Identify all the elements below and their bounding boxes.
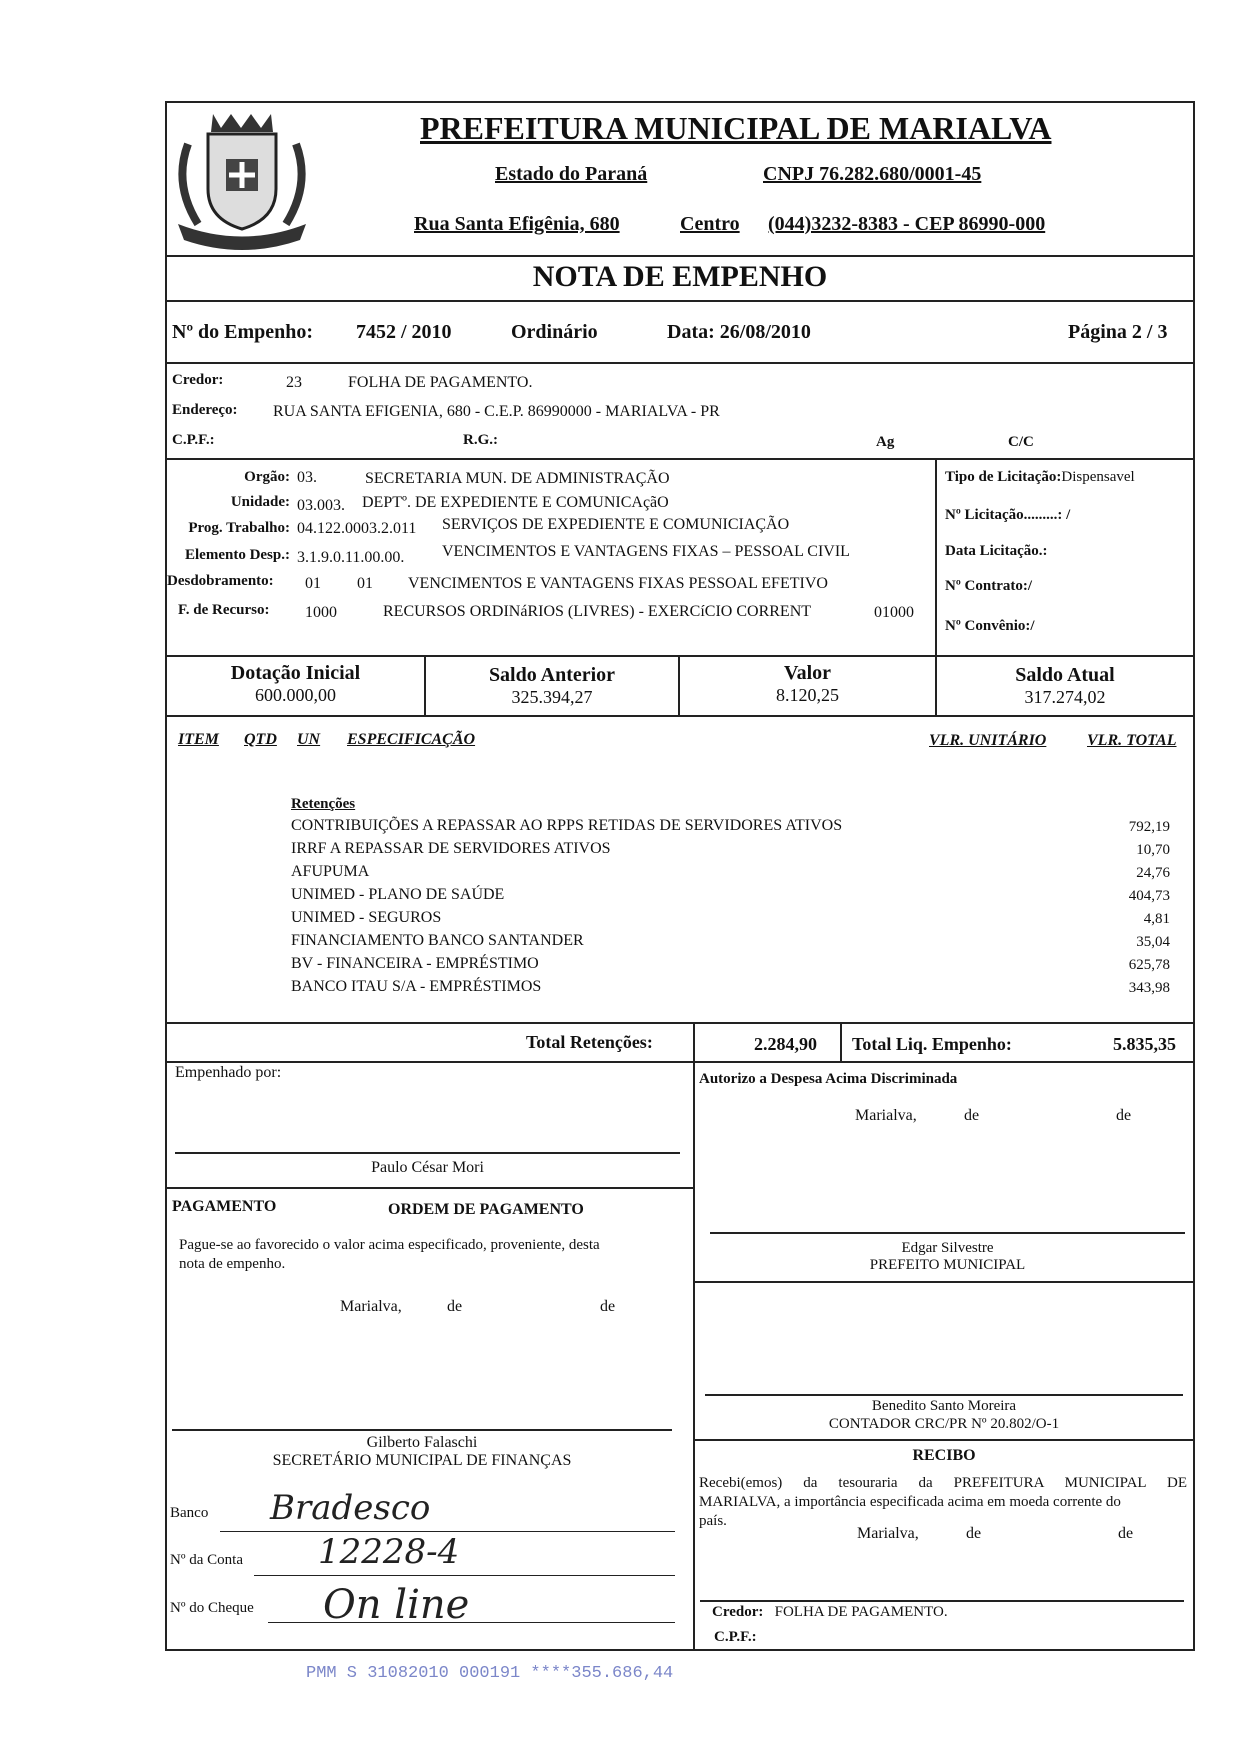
divider	[165, 715, 1195, 717]
recibo-credor-label: Credor:	[712, 1604, 764, 1620]
city-date: Marialva,	[340, 1298, 402, 1315]
ag-label: Ag	[876, 434, 895, 450]
convenio-number: Nº Convênio:/	[945, 618, 1035, 634]
recurso-code2: 01000	[874, 604, 914, 621]
retencao-value: 404,73	[1128, 888, 1170, 904]
city-date: Marialva,	[855, 1107, 917, 1124]
unidade-code: 03.003.	[297, 497, 345, 514]
recibo-text: Recebi(emos) da tesouraria da PREFEITURA MUNICIPAL DE	[699, 1475, 1187, 1491]
phone-cep-label: (044)3232-8383 - CEP 86990-000	[768, 213, 1046, 235]
saldo-anterior: Saldo Anterior 325.394,27	[488, 664, 616, 707]
credor-label: Credor:	[172, 372, 224, 388]
licitacao-number: Nº Licitação.........: /	[945, 507, 1071, 523]
desdob-desc: VENCIMENTOS E VANTAGENS FIXAS PESSOAL EFETIVO	[408, 575, 828, 592]
recurso-code: 1000	[305, 604, 337, 621]
retencao-value: 24,76	[1136, 865, 1170, 881]
retencao-value: 35,04	[1136, 934, 1170, 950]
credor-name: FOLHA DE PAGAMENTO.	[348, 374, 533, 391]
recibo-cpf-label: C.P.F.:	[714, 1629, 757, 1645]
elemento-label: Elemento Desp.:	[185, 547, 290, 563]
divider	[693, 1281, 1195, 1283]
document-title: NOTA DE EMPENHO	[532, 260, 828, 293]
retencao-desc: UNIMED - SEGUROS	[291, 909, 442, 926]
recibo-text: país.	[699, 1513, 727, 1529]
total-retencoes-value: 2.284,90	[754, 1034, 817, 1054]
signature-line	[172, 1429, 672, 1431]
page-indicator: Página 2 / 3	[1068, 321, 1168, 343]
bank-authentication-stamp: PMM S 31082010 000191 ****355.686,44	[306, 1664, 674, 1683]
divider	[165, 1061, 1195, 1063]
divider	[165, 458, 1195, 460]
desdob-label: Desdobramento:	[167, 573, 274, 589]
date-de: de	[600, 1298, 616, 1315]
elemento-desc: VENCIMENTOS E VANTAGENS FIXAS – PESSOAL CIVIL	[442, 543, 850, 560]
pagamento-title: PAGAMENTO	[172, 1198, 277, 1215]
empenhado-name: Paulo César Mori	[371, 1159, 484, 1176]
divider	[165, 1187, 694, 1189]
col-total-value: VLR. TOTAL	[1087, 732, 1177, 749]
retencao-desc: AFUPUMA	[291, 863, 370, 880]
recibo-credor-value: FOLHA DE PAGAMENTO.	[774, 1604, 948, 1620]
contador-name: Benedito Santo Moreira	[871, 1398, 1017, 1414]
col-qtd: QTD	[244, 731, 277, 748]
col-unit-value: VLR. UNITÁRIO	[929, 732, 1047, 749]
rg-label: R.G.:	[463, 432, 498, 448]
divider	[693, 1439, 1195, 1441]
date-de: de	[966, 1525, 982, 1542]
divider	[165, 1022, 1195, 1024]
pagamento-text: Pague-se ao favorecido o valor acima especificado, proveniente, desta	[179, 1237, 600, 1253]
saldo-atual: Saldo Atual 317.274,02	[1015, 664, 1115, 707]
prog-code: 04.122.0003.2.011	[297, 520, 417, 537]
signature-line	[710, 1232, 1185, 1234]
empenho-number: 7452 / 2010	[356, 321, 452, 343]
contador-title: CONTADOR CRC/PR Nº 20.802/O-1	[828, 1416, 1060, 1432]
col-un: UN	[297, 731, 321, 748]
retencao-value: 343,98	[1128, 980, 1170, 996]
signature-line	[700, 1600, 1184, 1602]
credor-address: RUA SANTA EFIGENIA, 680 - C.E.P. 86990000 - MARIALVA - PR	[273, 403, 720, 420]
recurso-label: F. de Recurso:	[178, 602, 270, 618]
address-field-label: Endereço:	[172, 402, 238, 418]
licitacao-type-label: Tipo de Licitação:	[945, 469, 1062, 485]
empenho-date: Data: 26/08/2010	[667, 321, 811, 343]
orgao-code: 03.	[297, 469, 317, 486]
prefeito-name: Edgar Silvestre	[901, 1240, 994, 1256]
conta-handwritten-value: 12228-4	[318, 1532, 460, 1572]
divider	[693, 1061, 695, 1651]
signature-line	[175, 1152, 680, 1154]
cpf-label: C.P.F.:	[172, 432, 215, 448]
divider	[935, 458, 937, 658]
retencao-value: 625,78	[1128, 957, 1170, 973]
licitacao-type-value: Dispensavel	[1061, 469, 1135, 485]
cc-label: C/C	[1008, 434, 1034, 450]
unidade-label: Unidade:	[230, 494, 290, 510]
retencao-desc: BANCO ITAU S/A - EMPRÉSTIMOS	[291, 978, 542, 995]
signature-line	[705, 1394, 1183, 1396]
retencao-desc: FINANCIAMENTO BANCO SANTANDER	[291, 932, 584, 949]
unidade-desc: DEPTº. DE EXPEDIENTE E COMUNICAçãO	[362, 494, 669, 511]
retencao-value: 792,19	[1128, 819, 1170, 835]
municipality-title: PREFEITURA MUNICIPAL DE MARIALVA	[420, 110, 1052, 146]
prefeito-title: PREFEITO MUNICIPAL	[869, 1257, 1026, 1273]
total-liquido-value: 5.835,35	[1113, 1034, 1176, 1054]
secretario-name: Gilberto Falaschi	[366, 1434, 478, 1451]
desdob-code1: 01	[305, 575, 321, 592]
municipal-crest-logo	[168, 104, 316, 254]
date-de: de	[1118, 1525, 1134, 1542]
retencao-desc: UNIMED - PLANO DE SAÚDE	[291, 886, 505, 903]
banco-label: Banco	[170, 1505, 209, 1521]
retencao-value: 4,81	[1143, 911, 1170, 927]
credor-code: 23	[286, 374, 302, 391]
retencoes-title: Retenções	[291, 796, 356, 812]
elemento-code: 3.1.9.0.11.00.00.	[297, 549, 405, 566]
total-retencoes-label: Total Retenções:	[526, 1032, 653, 1052]
cheque-handwritten-value: On line	[323, 1582, 470, 1628]
cnpj-label: CNPJ 76.282.680/0001-45	[763, 163, 982, 185]
orgao-desc: SECRETARIA MUN. DE ADMINISTRAÇÃO	[365, 470, 670, 487]
secretario-title: SECRETÁRIO MUNICIPAL DE FINANÇAS	[272, 1452, 572, 1469]
retencao-desc: IRRF A REPASSAR DE SERVIDORES ATIVOS	[291, 840, 611, 857]
valor: Valor 8.120,25	[776, 662, 839, 705]
conta-label: Nº da Conta	[170, 1552, 243, 1568]
divider	[840, 1022, 842, 1062]
state-label: Estado do Paraná	[495, 163, 648, 185]
col-item: ITEM	[178, 731, 219, 748]
city-date: Marialva,	[857, 1525, 919, 1542]
total-liquido-label: Total Liq. Empenho:	[852, 1034, 1012, 1054]
cheque-label: Nº do Cheque	[170, 1600, 254, 1616]
orgao-label: Orgão:	[244, 469, 290, 485]
contrato-number: Nº Contrato:/	[945, 578, 1033, 594]
licitacao-date: Data Licitação.:	[945, 543, 1048, 559]
ordem-pagamento-title: ORDEM DE PAGAMENTO	[388, 1201, 584, 1218]
field-line	[254, 1575, 675, 1576]
pagamento-text: nota de empenho.	[179, 1256, 286, 1272]
retencao-desc: CONTRIBUIÇÕES A REPASSAR AO RPPS RETIDAS DE SERVIDORES ATIVOS	[291, 817, 843, 834]
divider	[693, 1022, 695, 1062]
recibo-title: RECIBO	[912, 1447, 976, 1464]
date-de: de	[964, 1107, 980, 1124]
retencao-desc: BV - FINANCEIRA - EMPRÉSTIMO	[291, 955, 539, 972]
prog-desc: SERVIÇOS DE EXPEDIENTE E COMUNICIAÇÃO	[442, 516, 790, 533]
divider	[165, 300, 1195, 302]
prog-label: Prog. Trabalho:	[188, 520, 290, 536]
date-de: de	[447, 1298, 463, 1315]
dotacao-inicial: Dotação Inicial 600.000,00	[230, 662, 361, 705]
divider	[165, 655, 1195, 657]
date-de: de	[1116, 1107, 1132, 1124]
divider	[165, 255, 1195, 257]
col-especificacao: ESPECIFICAÇÃO	[347, 731, 476, 748]
empenho-label: Nº do Empenho:	[172, 321, 314, 343]
address-label: Rua Santa Efigênia, 680	[414, 213, 620, 235]
empenhado-por-label: Empenhado por:	[175, 1064, 282, 1081]
banco-handwritten-value: Bradesco	[270, 1488, 431, 1528]
empenho-type: Ordinário	[511, 321, 598, 343]
recibo-text: MARIALVA, a importância especificada acima em moeda corrente do	[699, 1494, 1121, 1510]
divider	[165, 362, 1195, 364]
recurso-desc: RECURSOS ORDINáRIOS (LIVRES) - EXERCíCIO CORRENT	[383, 603, 812, 620]
desdob-code2: 01	[357, 575, 373, 592]
retencao-value: 10,70	[1136, 842, 1170, 858]
district-label: Centro	[680, 213, 740, 235]
autorizo-label: Autorizo a Despesa Acima Discriminada	[699, 1071, 958, 1087]
